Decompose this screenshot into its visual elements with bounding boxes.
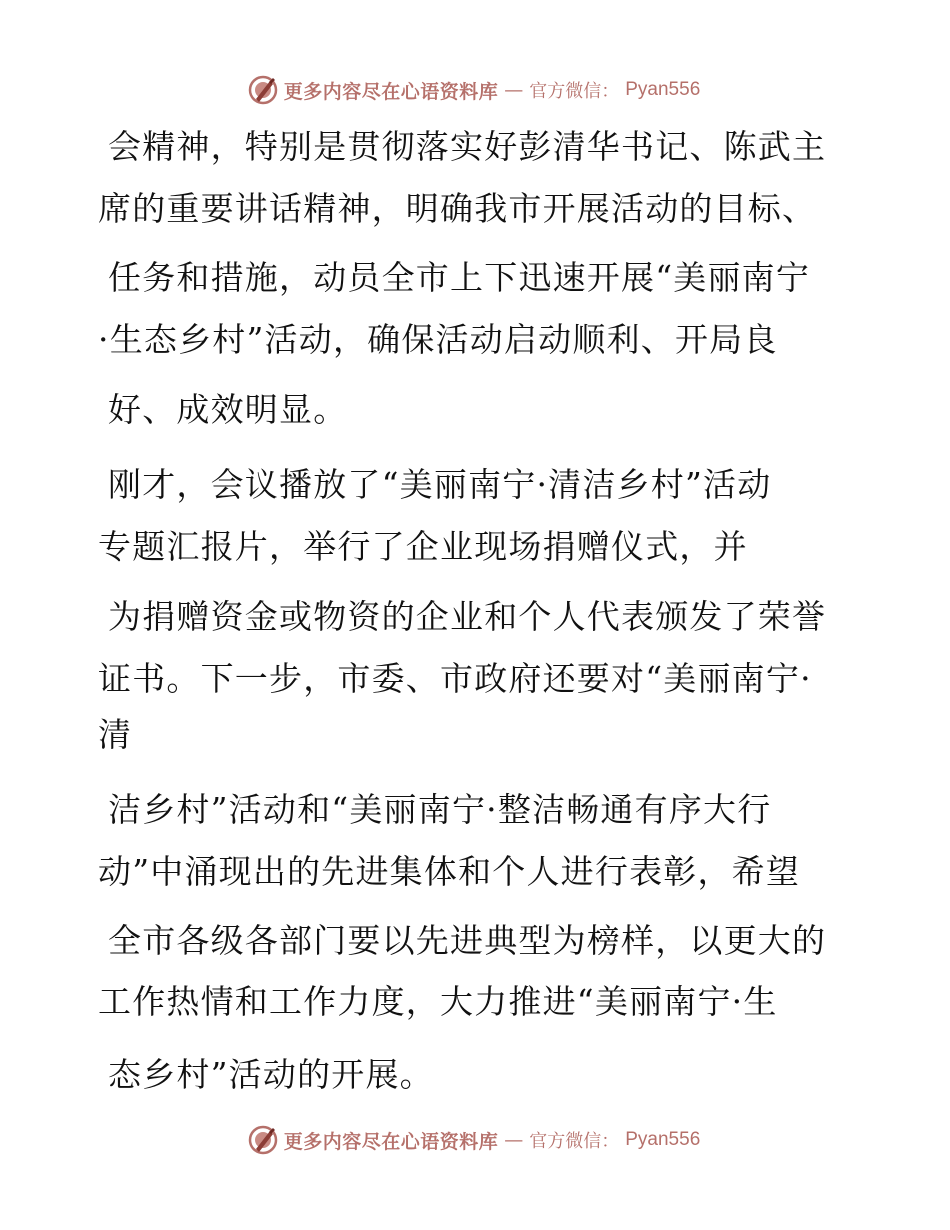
banner-dash: — bbox=[504, 1129, 524, 1151]
header-banner-content bbox=[248, 75, 701, 105]
banner-wechat-id: Pyan556 bbox=[625, 79, 701, 100]
body-line: ·生态乡村”活动，确保活动启动顺利、开局良 bbox=[98, 320, 778, 359]
body-line: 席的重要讲话精神，明确我市开展活动的目标、 bbox=[98, 189, 817, 228]
body-line: 洁乡村”活动和“美丽南宁·整洁畅通有序大行 bbox=[108, 790, 772, 829]
footer-banner-content bbox=[248, 1125, 701, 1155]
pen-seal-icon bbox=[248, 75, 278, 105]
footer-banner bbox=[0, 1120, 950, 1160]
banner-wechat-label: 官方微信： bbox=[529, 81, 620, 102]
body-line: 专题汇报片，举行了企业现场捐赠仪式，并 bbox=[98, 527, 748, 566]
banner-text: 更多内容尽在心语资料库 bbox=[283, 1130, 499, 1153]
body-line: 证书。下一步，市委、市政府还要对“美丽南宁· bbox=[98, 659, 812, 698]
body-line: 任务和措施，动员全市上下迅速开展“美丽南宁 bbox=[108, 258, 811, 297]
banner-dash: — bbox=[504, 79, 524, 101]
banner-text: 更多内容尽在心语资料库 bbox=[283, 80, 499, 103]
body-line: 态乡村”活动的开展。 bbox=[108, 1055, 434, 1094]
banner-wechat-label: 官方微信： bbox=[529, 1131, 620, 1152]
header-banner bbox=[0, 70, 950, 110]
body-line: 好、成效明显。 bbox=[108, 390, 348, 429]
body-line: 刚才，会议播放了“美丽南宁·清洁乡村”活动 bbox=[108, 465, 772, 504]
body-line: 清 bbox=[98, 715, 133, 754]
body-line: 动”中涌现出的先进集体和个人进行表彰，希望 bbox=[98, 852, 801, 891]
body-line: 工作热情和工作力度，大力推进“美丽南宁·生 bbox=[98, 982, 778, 1021]
pen-seal-icon bbox=[248, 1125, 278, 1155]
body-line: 全市各级各部门要以先进典型为榜样，以更大的 bbox=[108, 921, 827, 960]
body-line: 会精神，特别是贯彻落实好彭清华书记、陈武主 bbox=[108, 127, 827, 166]
banner-wechat-id: Pyan556 bbox=[625, 1129, 701, 1150]
body-line: 为捐赠资金或物资的企业和个人代表颁发了荣誉 bbox=[108, 597, 827, 636]
